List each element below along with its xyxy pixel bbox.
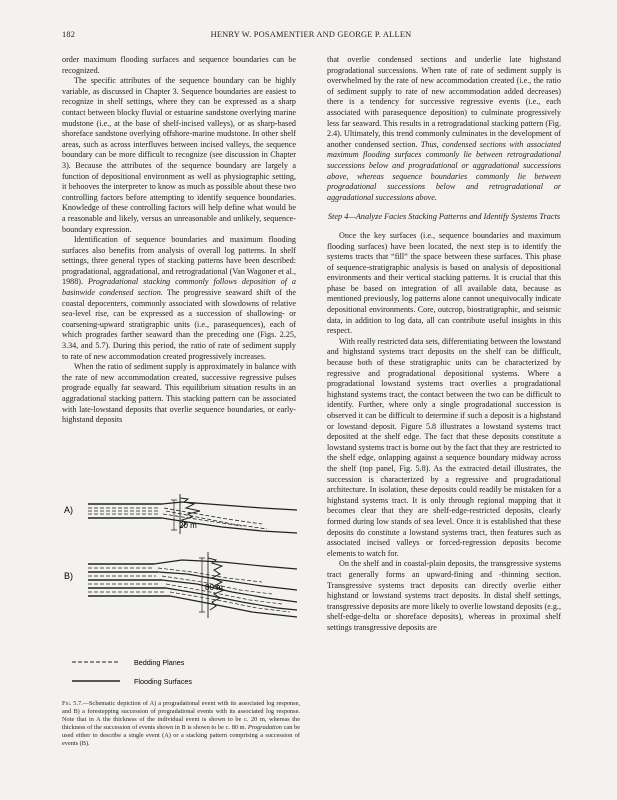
panel-b-diagram <box>88 552 297 618</box>
paragraph-emphasis: Thus, condensed sections with associated maximum flooding surfaces commonly lie between retrogradational successions below and progradational or aggradational successions above, whereas sequence boundaries commonly lie between progradational successions below and retrogradational or aggradational successions above. <box>327 139 561 202</box>
figure-caption <box>62 700 300 749</box>
paragraph-text: Identification of sequence boundaries and maximum flooding surfaces also benefits from analysis of overall log patterns. In shelf settings, three general types of stacking patterns have been described: progradational, aggradational, and retrogradational (Van Wagoner et al., 1988). <box>62 235 296 287</box>
paragraph: order maximum flooding surfaces and sequence boundaries can be recognized. <box>62 55 296 75</box>
caption-text: can be used either to describe a single event (A) or a stacking pattern comprising a succession of events (B). <box>62 724 300 748</box>
legend-flooding-label: Flooding Surfaces <box>134 677 192 686</box>
flooding-surface <box>154 560 297 569</box>
panel-a-scale-label: 20 m <box>179 521 197 530</box>
paragraph: The specific attributes of the sequence boundary can be highly variable, as discussed in Chapter 3. Sequence boundaries are easiest to recognize in shelf settings, where they can be expressed as a sharp contact between blocky fluvial or estuarine sandstone overlying marine mudstone (i.e., at the base of shelf-incised valleys), or as sharp-based shoreface sandstone overlying offshore-marine mudstone. In other shelf areas, such as across interfluves between incised valleys, the sequence boundary can be more difficult to recognize (see discussion in Chapter 3). Because the attributes of the sequence boundary are largely a function of depositional environment as well as physiographic setting, it behooves the interpreter to know as much as possible about these two controlling factors before attempting to identify sequence boundaries. Knowledge of these controlling factors will help define what would be a reasonable and likely, versus an unreasonable and unlikely, sequence-boundary expression. <box>62 76 296 234</box>
paragraph-text: The progressive seaward shift of the coastal depocenters, commonly associated with slowdowns of relative sea-level rise, can be expressed as a succession of shallowing- or coarsening-upward stratigraphic units (i.e., parasequences), each of which progrades farther seaward than the preceding one (Figs. 2.25, 3.34, and 5.7). During this period, the ratio of rate of sediment supply to rate of new accommodation created progressively increases. <box>62 288 296 361</box>
page-number: 182 <box>62 30 76 39</box>
legend-bedding-label: Bedding Planes <box>134 658 185 667</box>
panel-b-scale-label: 80 m <box>205 583 223 592</box>
paragraph-text: that overlie condensed sections and underlie late highstand progradational successions. When rate of rate of sediment supply is overwhelmed by the rate of new accommodation created (i.e., the ratio of sediment supply to rate of new accommodation added decreases) there is a tendency for successive regressive events (i.e., each associated with parasequence deposition) to culminate progressively less far seaward. This results in a retrogradational stacking pattern (Fig. 2.4). Ultimately, this trend commonly culminates in the development of another condensed section. <box>327 55 561 149</box>
section-heading: Step 4—Analyze Facies Stacking Patterns and Identify Systems Tracts <box>327 212 561 222</box>
bedding-plane <box>158 568 262 582</box>
caption-text: —Schematic depiction of A) a progradational event with its associated log response, and B) a forestepping succession of progradational events with its associated log response. Note that in A the thickness of the individual event is shown to be c. 20 m, whereas the thickness of the succession of events shown in B is shown to be c. 80 m. <box>62 700 300 732</box>
paragraph: On the shelf and in coastal-plain deposits, the transgressive systems tract generally forms an upward-fining and -thinning section. Transgressive systems tract deposits can directly overlie either highstand or lowstand systems tract deposits. In distal shelf settings, transgressive deposits are more likely to overlie lowstand deposits (e.g., shelf-edge-delta or shoreface deposits), whereas in proximal shelf settings transgressive deposits are <box>327 559 561 632</box>
panel-a-label: A) <box>64 505 73 515</box>
bedding-plane <box>170 592 290 612</box>
paragraph: With really restricted data sets, differentiating between the lowstand and highstand systems tract deposits on the shelf can be difficult, because both of these stratigraphic units can be characterized by regressive and progradational depositional systems. Where a progradational lowstand systems tract overlies a progradational highstand systems tract, the contact between the two can be difficult to identify. Further, where only a single progradational succession is observed it can be difficult to determine if such a deposit is a highstand or lowstand deposit. Figure 5.8 illustrates a lowstand systems tract deposited at the shelf edge. The fact that these deposits constitute a lowstand systems tract is borne out by the fact that they are restricted to the shelf edge, onlapping against a sequence boundary midway across the shelf (top panel, Fig. 5.8). As the extracted detail illustrates, the succession is characterized by a regressive and progradational architecture. In isolation, these deposits could readily be mistaken for a highstand systems tract. It is only through regional mapping that it becomes clear that they are shelf-edge-restricted deposits, clearly formed during low stands of sea level. Once it is established that these deposits do constitute a lowstand systems tract, then features such as associated incised valleys or forced-regression deposits become elements to watch for. <box>327 336 561 558</box>
paragraph-emphasis: Progradational stacking commonly follows deposition of a basinwide condensed section. <box>62 277 296 298</box>
figure-diagram <box>62 486 302 701</box>
figure-5-7 <box>62 486 302 716</box>
left-column <box>62 55 296 426</box>
paragraph <box>62 235 296 362</box>
paragraph <box>327 55 561 203</box>
caption-label: Fig. 5.7. <box>62 700 83 707</box>
right-column <box>327 55 561 633</box>
flooding-surface <box>162 502 297 510</box>
paragraph: Once the key surfaces (i.e., sequence boundaries and maximum flooding surfaces) have been located, the next step is to identify the systems tracts that “fill” the space between these surfaces. This phase of sequence-stratigraphic analysis is based on analysis of depositional environments and their vertical stacking patterns. It is crucial that this phase be based on integration of all available data, because as mentioned previously, log patterns alone cannot unequivocally indicate depositional environments. Core, outcrop, biostratigraphic, and seismic data, in addition to log data, all can contribute useful insights in this respect. <box>327 230 561 336</box>
running-title: HENRY W. POSAMENTIER AND GEORGE P. ALLEN <box>210 30 412 39</box>
panel-b-label: B) <box>64 571 73 581</box>
caption-emphasis: Progradation <box>247 724 282 732</box>
paragraph: When the ratio of sediment supply is approximately in balance with the rate of new accommodation created, successive regressive pulses prograde equally far seaward. This equilibrium situation results in an aggradational stacking pattern. This stacking pattern can be associated with late-lowstand deposits that overlie sequence boundaries, or early-highstand deposits <box>62 362 296 425</box>
